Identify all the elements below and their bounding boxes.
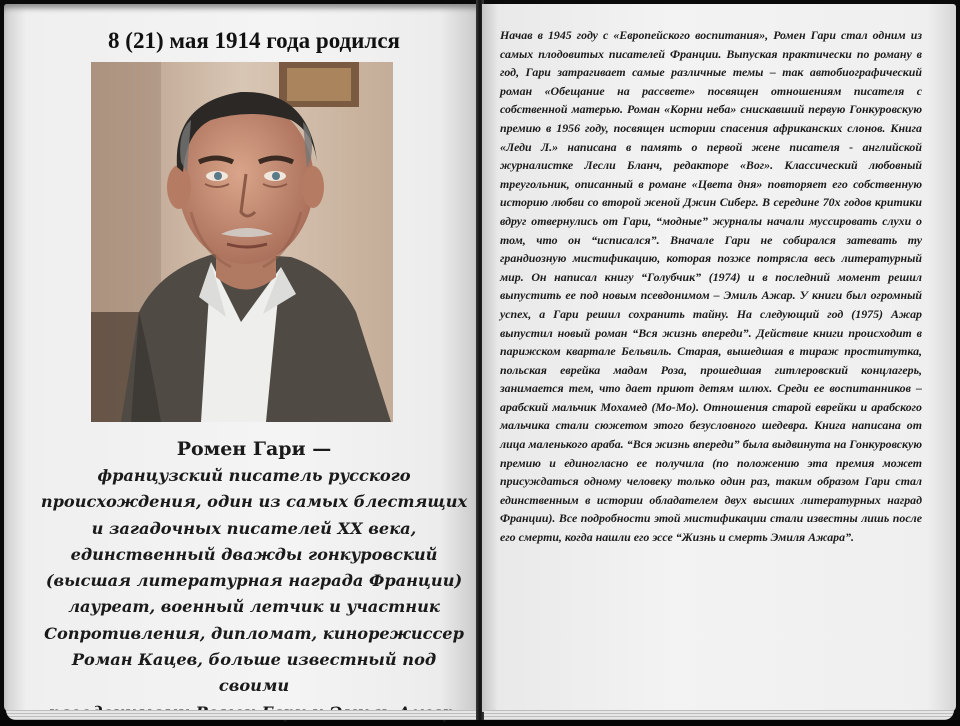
bio-line: Сопротивления, дипломат, кинорежиссер <box>44 623 464 643</box>
page-edge-left <box>6 710 476 720</box>
bio-line: лауреат, военный летчик и участник <box>68 597 440 617</box>
bio-line: французский писатель русского <box>97 466 411 485</box>
bio-line: и загадочных писателей XX века, <box>91 518 417 538</box>
biography-text: Начав в 1945 году с «Европейского воспитания», Ромен Гари стал одним из самых плодовитых писателей Франции. Выпуская практически по роману в год, Гари затрагивает самые различные темы – так автобиографический роман «Обещание на рассвете» посвящен отношениям писателя с собственной матерью. Роман «Корни неба» снискавший первую Гонкуровскую премию в 1956 году, посвящен истории спасения африканских слонов. Книга «Леди Л.» написана в память о первой жене писателя - английской журналистке Лесли Бланч, редакторе «Вог». Классический любовный треугольник, описанный в романе «Цвета дня» повторяет его собственную историю любви со второй женой Джин Сиберг. В середине 70х годов критики вдруг отвернулись от Гари, “модные” журналы начали муссировать слухи о том, что он “исписался”. Вначале Гари не собирался затевать ту грандиозную мистификацию, которая позже потрясла весь литературный мир. Он написал книгу “Голубчик” (1974) и в последний момент решил выпустить ее под новым псевдонимом – Эмиль Ажар. У книги был огромный успех, а Гари решил сохранить тайну. На следующий год (1975) Ажар выпустил новый роман “Вся жизнь впереди”. Действие книги происходит в парижском квартале Бельвиль. Старая, вышедшая в тираж проститутка, польская еврейка мадам Роза, прошедшая гитлеровский концлагерь, занимается тем, что дает приют детям шлюх. Среди ее воспитанников – арабский мальчик Мохамед (Мо-Мо). Отношения старой еврейки и арабского мальчика стали сюжетом этого безусловного шедевра. Книга написана от лица маленького араба. “Вся жизнь впереди” была выдвинута на Гонкуровскую премию и единогласно ее получила (по положению эта премия может присуждаться одному человеку только один раз, таким образом Гари стал единственным в истории обладателем двух высших литературных наград Франции). Все подробности этой мистификации стали известны лишь после его смерти, когда нашли его эссе “Жизнь и смерть Эмиля Ажара”. <box>500 28 922 545</box>
portrait-illustration <box>91 62 393 422</box>
page-edge-right <box>484 710 954 720</box>
author-bio <box>34 463 474 726</box>
bio-line: (высшая литературная награда Франции) <box>45 571 463 591</box>
bio-line: Роман Кацев, больше известный под своими <box>71 650 437 696</box>
bio-line: единственный дважды гонкуровский <box>70 544 438 564</box>
page-title: 8 (21) мая 1914 года родился <box>108 28 400 53</box>
author-portrait <box>91 62 393 422</box>
left-page <box>4 4 478 712</box>
bio-line: происхождения, один из самых блестящих <box>40 492 468 512</box>
portrait-caption <box>34 436 474 726</box>
author-name: Ромен Гари — <box>176 438 332 460</box>
